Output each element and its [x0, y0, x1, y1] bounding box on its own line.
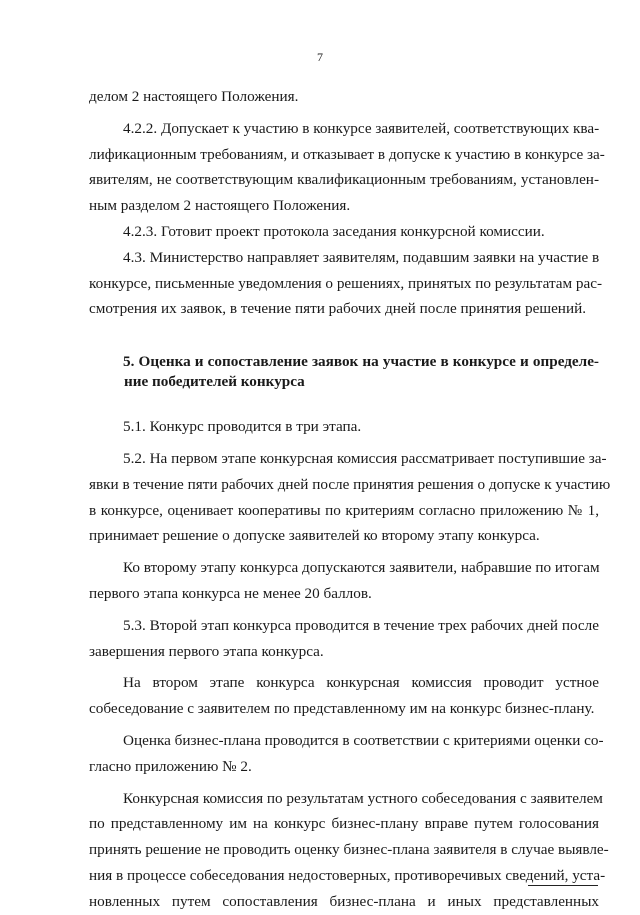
heading-line: 5. Оценка и сопоставление заявок на участие в конкурсе и определе- — [123, 353, 599, 371]
text-line: Оценка бизнес-плана проводится в соответствии с критериями оценки со- — [123, 731, 604, 749]
text-line: явки в течение пяти рабочих дней после принятия решения о допуске к участию — [89, 475, 611, 493]
section-heading — [89, 352, 599, 392]
text-line: в конкурсе, оценивает кооперативы по критериям согласно приложению № 1, — [89, 501, 599, 519]
paragraph — [89, 446, 611, 549]
text-line: 5.1. Конкурс проводится в три этапа. — [123, 418, 362, 436]
text-line: 4.3. Министерство направляет заявителям, подавшим заявки на участие в — [123, 248, 600, 266]
text-line: завершения первого этапа конкурса. — [89, 642, 324, 660]
text-line: новленных путем сопоставления бизнес-плана и иных представленных — [89, 892, 599, 910]
paragraph — [89, 116, 605, 219]
paragraph — [89, 728, 604, 780]
paragraph — [89, 414, 599, 440]
text-line: первого этапа конкурса не менее 20 баллов. — [89, 584, 372, 602]
document-body — [89, 84, 611, 915]
paragraph — [89, 670, 599, 722]
text-line: 5.2. На первом этапе конкурсная комиссия рассматривает поступившие за- — [123, 449, 607, 467]
text-line: конкурсе, письменные уведомления о решениях, принятых по результатам рас- — [89, 274, 603, 292]
text-line: 4.2.3. Готовит проект протокола заседания конкурсной комиссии. — [123, 222, 545, 240]
text-line: гласно приложению № 2. — [89, 757, 252, 775]
paragraph — [89, 613, 599, 665]
paragraph — [89, 84, 599, 110]
text-line: Конкурсная комиссия по результатам устного собеседования с заявителем — [123, 789, 603, 807]
text-line: 4.2.2. Допускает к участию в конкурсе заявителей, соответствующих ква- — [123, 119, 600, 137]
paragraph — [89, 245, 603, 322]
text-line: Ко второму этапу конкурса допускаются заявители, набравшие по итогам — [123, 559, 600, 577]
text-line: На втором этапе конкурса конкурсная комиссия проводит устное — [123, 674, 599, 692]
footer-rule — [528, 885, 598, 886]
page-number: 7 — [317, 50, 323, 64]
text-line: принимает решение о допуске заявителей ко второму этапу конкурса. — [89, 527, 540, 545]
text-line: смотрения их заявок, в течение пяти рабочих дней после принятия решений. — [89, 300, 586, 318]
text-line: собеседование с заявителем по представленному им на конкурс бизнес-плану. — [89, 700, 595, 718]
heading-line: ние победителей конкурса — [124, 373, 305, 391]
text-line: по представленному им на конкурс бизнес-плану вправе путем голосования — [89, 815, 599, 833]
text-line: ным разделом 2 настоящего Положения. — [89, 197, 351, 215]
text-line: ния в процессе собеседования недостоверных, противоречивых сведений, уста- — [89, 866, 606, 884]
text-line: явителям, не соответствующим квалификационным требованиям, установлен- — [89, 171, 599, 189]
text-line: 5.3. Второй этап конкурса проводится в течение трех рабочих дней после — [123, 616, 599, 634]
text-line: делом 2 настоящего Положения. — [89, 88, 299, 105]
paragraph — [89, 219, 599, 245]
paragraph — [89, 555, 599, 607]
paragraph — [89, 786, 609, 915]
text-line: лификационным требованиям, и отказывает в допуске к участию в конкурсе за- — [89, 145, 605, 163]
text-line: принять решение не проводить оценку бизнес-плана заявителя в случае выявле- — [89, 841, 609, 859]
